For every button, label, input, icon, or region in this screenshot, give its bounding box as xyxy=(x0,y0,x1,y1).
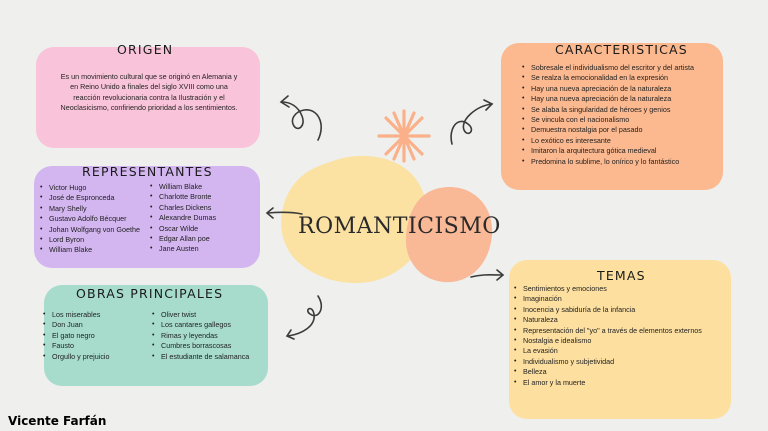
representante-item: • Edgar Allan poe xyxy=(150,234,255,244)
representante-item: • Jane Austen xyxy=(150,244,255,254)
representante-item: • Mary Shelly xyxy=(40,204,152,214)
center-title: ROMANTICISMO xyxy=(298,214,501,239)
tema-item: • Sentimientos y emociones xyxy=(514,284,714,294)
caracteristica-item: • Hay una nueva apreciación de la naturaleza xyxy=(522,84,722,94)
tema-item: • Inocencia y sabiduría de la infancia xyxy=(514,305,714,315)
representante-item: • José de Espronceda xyxy=(40,193,152,203)
obra-item: • Los cantares gallegos xyxy=(152,320,258,330)
curly-arrow-caracteristicas-icon xyxy=(446,98,498,150)
obras-title: OBRAS PRINCIPALES xyxy=(76,286,224,301)
tema-item: • Representación del "yo" a través de elementos externos xyxy=(514,326,714,336)
tema-item: • Imaginación xyxy=(514,294,714,304)
obras-col1 xyxy=(43,310,148,362)
author-name: Vicente Farfán xyxy=(8,414,107,428)
caracteristicas-list xyxy=(522,63,722,167)
obra-item: • Oliver twist xyxy=(152,310,258,320)
tema-item: • El amor y la muerte xyxy=(514,378,714,388)
origen-text: Es un movimiento cultural que se originó en Alemania y en Reino Unido a finales del siglo XVIII como una reacción revolucionaria contra la Ilustración y el Neoclasicismo, confiriendo prioridad a los sentimientos. xyxy=(60,72,238,112)
tema-item: • Naturaleza xyxy=(514,315,714,325)
obra-item: • El estudiante de salamanca xyxy=(152,352,258,362)
representante-item: • Gustavo Adolfo Bécquer xyxy=(40,214,152,224)
obra-item: • Fausto xyxy=(43,341,148,351)
obra-item: • Cumbres borrascosas xyxy=(152,341,258,351)
caracteristica-item: • Se vincula con el nacionalismo xyxy=(522,115,722,125)
tema-item: • Nostalgia e idealismo xyxy=(514,336,714,346)
obras-col2 xyxy=(152,310,258,362)
representante-item: • Johan Wolfgang von Goethe xyxy=(40,225,152,235)
origen-title: ORIGEN xyxy=(117,42,174,57)
obra-item: • Orgullo y prejuicio xyxy=(43,352,148,362)
curly-arrow-origen-icon xyxy=(278,94,330,146)
temas-title: TEMAS xyxy=(597,268,646,283)
tema-item: • Belleza xyxy=(514,367,714,377)
caracteristica-item: • Se alaba la singularidad de héroes y genios xyxy=(522,105,722,115)
temas-list xyxy=(514,284,714,388)
representante-item: • Lord Byron xyxy=(40,235,152,245)
representante-item: • Alexandre Dumas xyxy=(150,213,255,223)
representante-item: • William Blake xyxy=(150,182,255,192)
caracteristica-item: • Demuestra nostalgia por el pasado xyxy=(522,125,722,135)
caracteristica-item: • Lo exótico es interesante xyxy=(522,136,722,146)
caracteristica-item: • Imitaron la arquitectura gótica medieval xyxy=(522,146,722,156)
obra-item: • Rimas y leyendas xyxy=(152,331,258,341)
obra-item: • Don Juan xyxy=(43,320,148,330)
representante-item: • Oscar Wilde xyxy=(150,224,255,234)
caracteristicas-title: CARACTERISTICAS xyxy=(555,42,688,57)
representante-item: • Charlotte Bronte xyxy=(150,192,255,202)
representantes-col2 xyxy=(150,182,255,255)
arrow-temas-icon xyxy=(468,268,508,284)
obra-item: • El gato negro xyxy=(43,331,148,341)
caracteristica-item: • Se realza la emocionalidad en la expresión xyxy=(522,73,722,83)
obra-item: • Los miserables xyxy=(43,310,148,320)
representante-item: • Charles Dickens xyxy=(150,203,255,213)
caracteristica-item: • Hay una nueva apreciación de la naturaleza xyxy=(522,94,722,104)
tema-item: • Individualismo y subjetividad xyxy=(514,357,714,367)
representantes-title: REPRESENTANTES xyxy=(82,164,213,179)
representante-item: • William Blake xyxy=(40,245,152,255)
representantes-col1 xyxy=(40,183,152,256)
caracteristica-item: • Sobresale el individualismo del escritor y del artista xyxy=(522,63,722,73)
curly-arrow-obras-icon xyxy=(282,292,326,342)
starburst-icon xyxy=(374,108,434,164)
representante-item: • Victor Hugo xyxy=(40,183,152,193)
tema-item: • La evasión xyxy=(514,346,714,356)
caracteristica-item: • Predomina lo sublime, lo onírico y lo fantástico xyxy=(522,157,722,167)
